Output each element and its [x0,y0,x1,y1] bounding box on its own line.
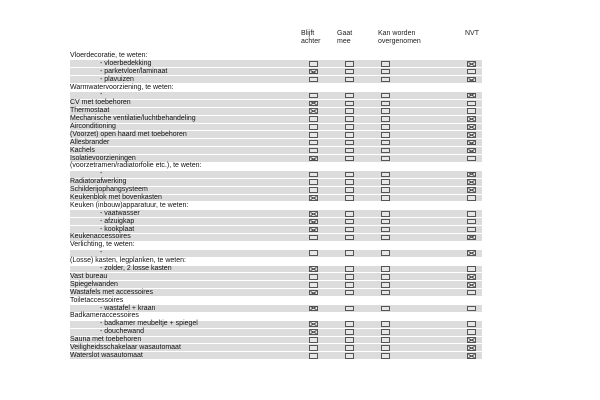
checkbox-nvt[interactable] [467,69,476,75]
header-line: overgenomen [378,38,421,45]
checkbox-blijft[interactable] [309,235,318,241]
row-background [70,281,482,288]
checklist-row [70,202,482,210]
checklist-row [70,249,482,257]
checklist-row [70,210,482,218]
row-label: Badkameraccessoires [70,312,139,320]
checkbox-kan[interactable] [381,61,390,67]
checkbox-blijft[interactable] [309,179,318,185]
checklist-row [70,305,482,313]
checklist-row [70,218,482,226]
checklist-row [70,91,482,99]
checkbox-blijft-checked[interactable] [309,290,318,296]
checkbox-gaat[interactable] [345,195,354,201]
row-label: Toiletaccessoires [70,296,124,304]
checkbox-gaat[interactable] [345,148,354,154]
checkbox-kan[interactable] [381,266,390,272]
row-label: Isolatievoorzieningen [70,154,136,162]
checkbox-gaat[interactable] [345,124,354,130]
checklist-row [70,115,482,123]
checklist-row [70,131,482,139]
checklist-row [70,289,482,297]
row-label: - badkamer meubeltje + spiegel [100,320,198,328]
row-background [70,234,482,241]
checkbox-gaat[interactable] [345,329,354,335]
checkbox-gaat[interactable] [345,93,354,99]
checkbox-nvt[interactable] [467,101,476,107]
checkbox-blijft[interactable] [309,93,318,99]
checklist-row [70,170,482,178]
checkbox-blijft[interactable] [309,132,318,138]
checkbox-blijft-checked[interactable] [309,219,318,225]
checkbox-kan[interactable] [381,156,390,162]
row-label: Wastafels met accessoires [70,288,153,296]
checkbox-nvt-checked[interactable] [467,274,476,280]
checklist-row [70,84,482,92]
header-line: Gaat [337,30,353,37]
header-line: NVT [465,30,479,37]
row-label: Waterslot wasautomaat [70,351,143,359]
checkbox-kan[interactable] [381,101,390,107]
row-label: Vloerdecoratie, te weten: [70,52,148,59]
row-label: - [100,170,103,178]
checkbox-blijft-checked[interactable] [309,329,318,335]
row-label: Vast bureau [70,272,108,280]
row-label: Warmwatervoorziening, te weten: [70,83,174,91]
row-label: - douchewand [100,328,144,336]
row-label: Airconditioning [70,123,116,131]
checkbox-blijft-checked[interactable] [309,227,318,233]
row-label: - afzuigkap [100,217,135,225]
checkbox-nvt[interactable] [467,321,476,327]
checkbox-kan[interactable] [381,77,390,83]
checklist-row [70,320,482,328]
checkbox-kan[interactable] [381,306,390,312]
checklist-row [70,76,482,84]
row-label: - wastafel + kraan [100,304,156,312]
checkbox-blijft-checked[interactable] [309,108,318,114]
checkbox-nvt-checked[interactable] [467,140,476,146]
checkbox-kan[interactable] [381,108,390,114]
checkbox-kan[interactable] [381,124,390,130]
checklist-row [70,344,482,352]
checkbox-kan[interactable] [381,148,390,154]
checkbox-gaat[interactable] [345,337,354,343]
row-background [70,100,482,107]
checkbox-nvt-checked[interactable] [467,250,476,256]
row-label: - zolder, 2 losse kasten [100,265,172,273]
checklist-row [70,328,482,336]
checkbox-kan[interactable] [381,353,390,359]
checklist-row [70,52,482,60]
row-label: - parketvloer/laminaat [100,67,168,75]
checkbox-kan[interactable] [381,321,390,327]
checklist-row [70,194,482,202]
checkbox-gaat[interactable] [345,108,354,114]
header-kan-worden-overgenomen [378,30,421,46]
header-gaat-mee [337,30,352,46]
checkbox-blijft-checked[interactable] [309,321,318,327]
checkbox-nvt-checked[interactable] [467,61,476,67]
checkbox-nvt-checked[interactable] [467,179,476,185]
checkbox-nvt-checked[interactable] [467,345,476,351]
row-background [70,147,482,154]
row-label: Keukenblok met bovenkasten [70,194,162,202]
checklist-row [70,60,482,68]
header-line: Kan worden [378,30,416,37]
checkbox-blijft[interactable] [309,148,318,154]
checklist-row [70,273,482,281]
checkbox-gaat[interactable] [345,290,354,296]
row-label: Schilderijophangsysteem [70,186,148,194]
checkbox-nvt[interactable] [467,195,476,201]
checklist-row [70,155,482,163]
checkbox-kan[interactable] [381,172,390,178]
checkbox-kan[interactable] [381,132,390,138]
checklist-row [70,336,482,344]
header-line: achter [301,38,321,45]
checkbox-kan[interactable] [381,274,390,280]
checkbox-blijft[interactable] [309,250,318,256]
checklist-row [70,123,482,131]
checkbox-kan[interactable] [381,140,390,146]
row-label: - vaatwasser [100,209,140,217]
checklist-row [70,233,482,241]
checklist-row [70,147,482,155]
checklist-row [70,139,482,147]
checkbox-nvt-checked[interactable] [467,235,476,241]
checkbox-gaat[interactable] [345,116,354,122]
checkbox-gaat[interactable] [345,132,354,138]
checklist-row [70,257,482,265]
checkbox-blijft-checked[interactable] [309,211,318,217]
checkbox-nvt[interactable] [467,329,476,335]
checklist-row [70,226,482,234]
checkbox-gaat[interactable] [345,321,354,327]
checkbox-kan[interactable] [381,219,390,225]
row-label: - [100,91,103,99]
checkbox-nvt-checked[interactable] [467,116,476,122]
checkbox-gaat[interactable] [345,345,354,351]
checkbox-nvt-checked[interactable] [467,282,476,288]
row-label: Verlichting, te weten: [70,241,135,249]
checkbox-blijft-checked[interactable] [309,306,318,312]
row-label: Kachels [70,146,95,154]
checkbox-blijft-checked[interactable] [309,266,318,272]
checkbox-kan[interactable] [381,179,390,185]
checkbox-blijft[interactable] [309,282,318,288]
checkbox-gaat[interactable] [345,306,354,312]
checkbox-blijft[interactable] [309,345,318,351]
checklist-row [70,265,482,273]
checklist-row [70,99,482,107]
checklist-row [70,297,482,305]
row-background [70,124,482,131]
checkbox-blijft[interactable] [309,124,318,130]
checkbox-gaat[interactable] [345,282,354,288]
checkbox-blijft-checked[interactable] [309,101,318,107]
checkbox-kan[interactable] [381,345,390,351]
row-label: - [100,249,103,257]
checkbox-blijft-checked[interactable] [309,69,318,75]
checkbox-kan[interactable] [381,337,390,343]
checkbox-blijft[interactable] [309,140,318,146]
checkbox-gaat[interactable] [345,156,354,162]
row-label: Thermostaat [70,107,110,115]
checkbox-blijft[interactable] [309,61,318,67]
row-label: CV met toebehoren [70,99,131,107]
row-label: (Voorzet) open haard met toebehoren [70,130,187,138]
checkbox-kan[interactable] [381,187,390,193]
checkbox-kan[interactable] [381,329,390,335]
checkbox-gaat[interactable] [345,101,354,107]
checkbox-kan[interactable] [381,290,390,296]
checklist-row [70,68,482,76]
checkbox-blijft[interactable] [309,353,318,359]
checkbox-blijft-checked[interactable] [309,156,318,162]
row-label: (voorzetramen/radiatorfolie etc.), te weten: [70,162,202,170]
checkbox-nvt-checked[interactable] [467,93,476,99]
checkbox-kan[interactable] [381,250,390,256]
row-background [70,171,482,178]
checkbox-nvt-checked[interactable] [467,77,476,83]
checkbox-gaat[interactable] [345,235,354,241]
row-background [70,179,482,186]
header-blijft-achter [301,30,320,46]
checklist-row [70,186,482,194]
checkbox-nvt-checked[interactable] [467,172,476,178]
checklist-row [70,352,482,360]
checkbox-blijft-checked[interactable] [309,195,318,201]
checkbox-kan[interactable] [381,195,390,201]
checklist-row [70,241,482,249]
checkbox-kan[interactable] [381,282,390,288]
checkbox-gaat[interactable] [345,266,354,272]
row-background [70,92,482,99]
checkbox-gaat[interactable] [345,187,354,193]
checklist-row [70,312,482,320]
checkbox-blijft[interactable] [309,77,318,83]
checklist-row [70,107,482,115]
column-headers [0,30,600,50]
row-label: (Losse) kasten, legplanken, te weten: [70,257,186,265]
checkbox-gaat[interactable] [345,179,354,185]
checkbox-gaat[interactable] [345,353,354,359]
row-label: - plavuizen [100,75,134,83]
checkbox-nvt-checked[interactable] [467,353,476,359]
checkbox-gaat[interactable] [345,61,354,67]
row-label: Spiegelwanden [70,280,118,288]
row-label: - vloerbedekking [100,59,152,67]
header-line: mee [337,38,351,45]
row-background [70,273,482,280]
checkbox-kan[interactable] [381,93,390,99]
checkbox-gaat[interactable] [345,211,354,217]
checkbox-nvt[interactable] [467,290,476,296]
row-label: Allesbrander [70,138,110,146]
checkbox-blijft[interactable] [309,116,318,122]
checkbox-nvt-checked[interactable] [467,337,476,343]
inventory-checklist [70,52,482,360]
checkbox-blijft[interactable] [309,337,318,343]
row-label: Keuken (inbouw)apparatuur, te weten: [70,201,189,209]
checkbox-nvt[interactable] [467,156,476,162]
row-label: Veiligheidsschakelaar wasautomaat [70,343,181,351]
checklist-row [70,281,482,289]
checkbox-nvt-checked[interactable] [467,187,476,193]
checklist-row [70,178,482,186]
row-label: Mechanische ventilatie/luchtbehandeling [70,115,196,123]
checkbox-nvt[interactable] [467,266,476,272]
checkbox-nvt-checked[interactable] [467,148,476,154]
checkbox-gaat[interactable] [345,274,354,280]
row-label: Sauna met toebehoren [70,336,142,344]
header-nvt [465,30,479,38]
checkbox-gaat[interactable] [345,219,354,225]
checkbox-kan[interactable] [381,227,390,233]
checkbox-nvt-checked[interactable] [467,124,476,130]
row-background [70,250,482,257]
checkbox-gaat[interactable] [345,172,354,178]
checkbox-blijft[interactable] [309,187,318,193]
checkbox-nvt[interactable] [467,227,476,233]
checklist-row [70,162,482,170]
checkbox-nvt[interactable] [467,219,476,225]
checkbox-kan[interactable] [381,211,390,217]
checkbox-blijft[interactable] [309,172,318,178]
header-line: Blijft [301,30,315,37]
row-label: - kookplaat [100,225,135,233]
checkbox-nvt[interactable] [467,306,476,312]
row-background [70,108,482,115]
checkbox-nvt[interactable] [467,211,476,217]
checkbox-gaat[interactable] [345,140,354,146]
row-label: Keukenaccessoires [70,233,131,241]
checkbox-gaat[interactable] [345,77,354,83]
checkbox-gaat[interactable] [345,250,354,256]
checkbox-gaat[interactable] [345,227,354,233]
row-background [70,139,482,146]
checkbox-nvt[interactable] [467,108,476,114]
checkbox-kan[interactable] [381,69,390,75]
checkbox-kan[interactable] [381,116,390,122]
checkbox-nvt-checked[interactable] [467,132,476,138]
checkbox-kan[interactable] [381,235,390,241]
checkbox-gaat[interactable] [345,69,354,75]
checkbox-blijft[interactable] [309,274,318,280]
row-label: Radiatorafwerking [70,178,127,186]
